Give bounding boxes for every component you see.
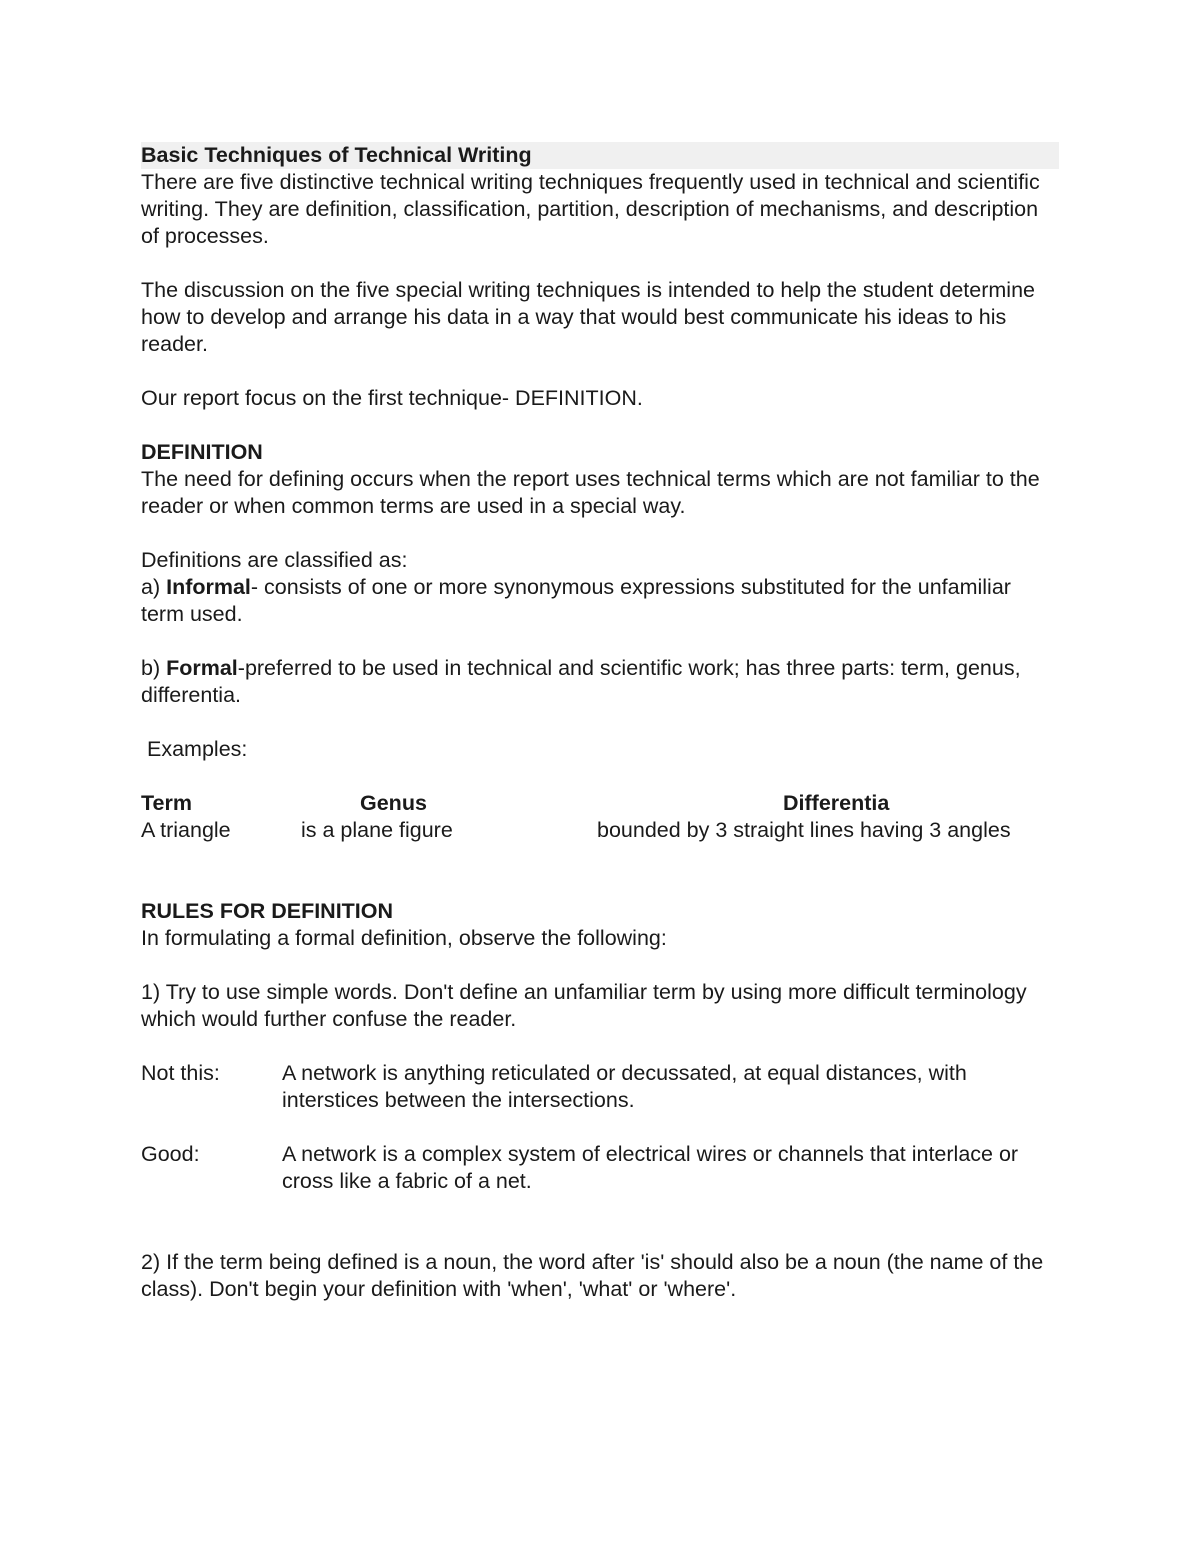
not-this-label: Not this: [141, 1061, 220, 1085]
formal-prefix: b) [141, 656, 167, 680]
formal-text: -preferred to be used in technical and scientific work; has three parts: term, genus, differentia. [141, 656, 1021, 707]
rule-1: 1) Try to use simple words. Don't define an unfamiliar term by using more difficult terminology which would further confuse the reader. [141, 980, 1027, 1031]
definition-heading: DEFINITION [141, 440, 263, 464]
definitions-classified-intro: Definitions are classified as: [141, 548, 408, 572]
document-content [141, 142, 1059, 1303]
focus-line: Our report focus on the first technique- DEFINITION. [141, 386, 643, 410]
formal-label: Formal [166, 656, 238, 680]
informal-definition-item [141, 574, 1059, 628]
examples-label: Examples: [147, 737, 248, 761]
rule-2: 2) If the term being defined is a noun, the word after 'is' should also be a noun (the name of the class). Don't begin your definition with 'when', 'what' or 'where'. [141, 1250, 1044, 1301]
informal-label: Informal [166, 575, 251, 599]
table-cell-differentia: bounded by 3 straight lines having 3 angles [597, 818, 1011, 842]
good-label: Good: [141, 1142, 200, 1166]
definition-body: The need for defining occurs when the report uses technical terms which are not familiar to the reader or when common terms are used in a special way. [141, 467, 1040, 518]
table-cell-genus: is a plane figure [301, 818, 453, 842]
table-cell-term: A triangle [141, 818, 231, 842]
rules-heading: RULES FOR DEFINITION [141, 899, 394, 923]
intro-paragraph-2: The discussion on the five special writing techniques is intended to help the student determine how to develop and arrange his data in a way that would best communicate his ideas to his reader. [141, 278, 1035, 356]
formal-definition-item [141, 655, 1059, 709]
intro-paragraph-1: There are five distinctive technical writing techniques frequently used in technical and scientific writing. They are definition, classification, partition, description of mechanisms, and description of processes. [141, 170, 1040, 248]
definition-example-table [141, 790, 1059, 844]
document-title: Basic Techniques of Technical Writing [141, 142, 1059, 169]
good-example [141, 1141, 1059, 1195]
table-header-genus: Genus [360, 791, 427, 815]
rules-intro: In formulating a formal definition, observe the following: [141, 926, 667, 950]
good-text: A network is a complex system of electrical wires or channels that interlace or cross like a fabric of a net. [282, 1142, 1019, 1193]
not-this-text: A network is anything reticulated or decussated, at equal distances, with interstices between the intersections. [282, 1061, 967, 1112]
informal-prefix: a) [141, 575, 167, 599]
informal-text: - consists of one or more synonymous expressions substituted for the unfamiliar term used. [141, 575, 1011, 626]
not-this-example [141, 1060, 1059, 1114]
table-header-term: Term [141, 791, 192, 815]
table-header-differentia: Differentia [783, 791, 890, 815]
